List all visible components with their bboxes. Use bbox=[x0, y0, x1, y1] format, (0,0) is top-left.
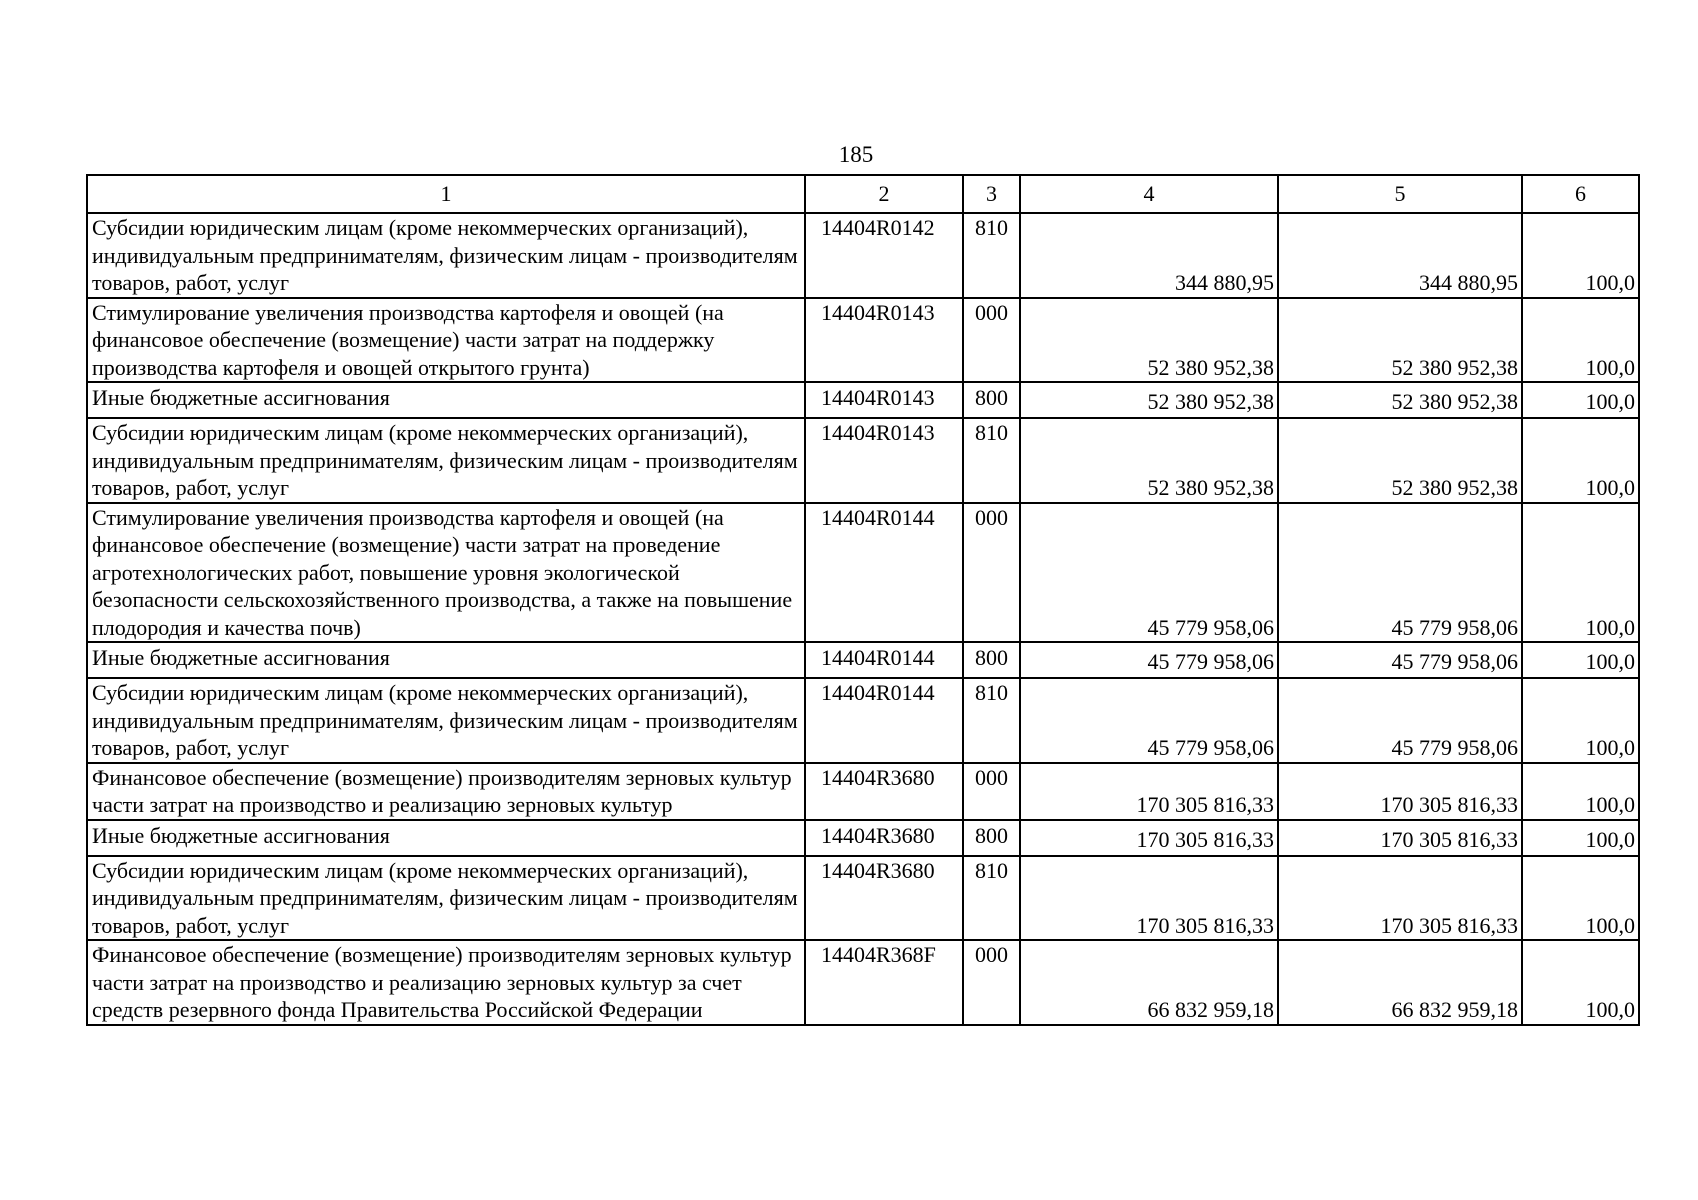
row-type: 800 bbox=[963, 820, 1020, 856]
row-code: 14404R0143 bbox=[805, 418, 963, 503]
row-value-col6: 100,0 bbox=[1522, 940, 1639, 1025]
row-value-col4: 45 779 958,06 bbox=[1020, 503, 1278, 643]
row-type: 000 bbox=[963, 940, 1020, 1025]
row-value-col6: 100,0 bbox=[1522, 298, 1639, 383]
header-col-1: 1 bbox=[87, 175, 805, 213]
row-value-col4: 52 380 952,38 bbox=[1020, 382, 1278, 418]
header-col-2: 2 bbox=[805, 175, 963, 213]
row-value-col5: 170 305 816,33 bbox=[1278, 820, 1522, 856]
page-number: 185 bbox=[838, 142, 874, 167]
row-type: 810 bbox=[963, 678, 1020, 763]
row-code: 14404R0143 bbox=[805, 298, 963, 383]
row-code: 14404R368F bbox=[805, 940, 963, 1025]
table-row bbox=[87, 213, 1639, 298]
row-code: 14404R0144 bbox=[805, 642, 963, 678]
budget-table bbox=[86, 174, 1640, 1026]
row-code: 14404R3680 bbox=[805, 820, 963, 856]
table-row bbox=[87, 382, 1639, 418]
table-row bbox=[87, 820, 1639, 856]
row-name: Стимулирование увеличения производства картофеля и овощей (на финансовое обеспечение (возмещение) части затрат на проведение агротехнологических работ, повышение уровня экологической безопасности сельскохозяйственного производства, а также на повышение плодородия и качества почв) bbox=[87, 503, 805, 643]
header-col-3: 3 bbox=[963, 175, 1020, 213]
row-type: 800 bbox=[963, 642, 1020, 678]
row-value-col4: 52 380 952,38 bbox=[1020, 418, 1278, 503]
row-code: 14404R3680 bbox=[805, 856, 963, 941]
row-name: Субсидии юридическим лицам (кроме некоммерческих организаций), индивидуальным предпринимателям, физическим лицам - производителям товаров, работ, услуг bbox=[87, 213, 805, 298]
row-value-col5: 344 880,95 bbox=[1278, 213, 1522, 298]
row-code: 14404R0143 bbox=[805, 382, 963, 418]
row-name: Финансовое обеспечение (возмещение) производителям зерновых культур части затрат на производство и реализацию зерновых культур за счет средств резервного фонда Правительства Российской Федерации bbox=[87, 940, 805, 1025]
row-value-col4: 66 832 959,18 bbox=[1020, 940, 1278, 1025]
row-value-col4: 344 880,95 bbox=[1020, 213, 1278, 298]
table-row bbox=[87, 642, 1639, 678]
row-value-col5: 66 832 959,18 bbox=[1278, 940, 1522, 1025]
row-code: 14404R0144 bbox=[805, 503, 963, 643]
row-value-col6: 100,0 bbox=[1522, 856, 1639, 941]
row-name: Субсидии юридическим лицам (кроме некоммерческих организаций), индивидуальным предпринимателям, физическим лицам - производителям товаров, работ, услуг bbox=[87, 856, 805, 941]
row-value-col5: 52 380 952,38 bbox=[1278, 382, 1522, 418]
header-col-6: 6 bbox=[1522, 175, 1639, 213]
row-value-col6: 100,0 bbox=[1522, 820, 1639, 856]
row-code: 14404R0144 bbox=[805, 678, 963, 763]
row-type: 800 bbox=[963, 382, 1020, 418]
row-value-col6: 100,0 bbox=[1522, 213, 1639, 298]
table-row bbox=[87, 418, 1639, 503]
row-value-col6: 100,0 bbox=[1522, 642, 1639, 678]
table-row bbox=[87, 940, 1639, 1025]
row-value-col6: 100,0 bbox=[1522, 763, 1639, 820]
row-value-col5: 52 380 952,38 bbox=[1278, 418, 1522, 503]
row-name: Иные бюджетные ассигнования bbox=[87, 642, 805, 678]
row-value-col5: 45 779 958,06 bbox=[1278, 503, 1522, 643]
header-col-4: 4 bbox=[1020, 175, 1278, 213]
row-value-col5: 170 305 816,33 bbox=[1278, 763, 1522, 820]
row-value-col5: 45 779 958,06 bbox=[1278, 678, 1522, 763]
row-name: Иные бюджетные ассигнования bbox=[87, 820, 805, 856]
row-value-col6: 100,0 bbox=[1522, 418, 1639, 503]
row-value-col4: 45 779 958,06 bbox=[1020, 678, 1278, 763]
table-header-row bbox=[87, 175, 1639, 213]
row-type: 810 bbox=[963, 418, 1020, 503]
row-value-col4: 45 779 958,06 bbox=[1020, 642, 1278, 678]
row-value-col6: 100,0 bbox=[1522, 503, 1639, 643]
row-value-col5: 52 380 952,38 bbox=[1278, 298, 1522, 383]
row-value-col5: 170 305 816,33 bbox=[1278, 856, 1522, 941]
row-type: 000 bbox=[963, 298, 1020, 383]
row-value-col6: 100,0 bbox=[1522, 678, 1639, 763]
row-name: Финансовое обеспечение (возмещение) производителям зерновых культур части затрат на производство и реализацию зерновых культур bbox=[87, 763, 805, 820]
table-row bbox=[87, 856, 1639, 941]
row-value-col4: 52 380 952,38 bbox=[1020, 298, 1278, 383]
row-value-col4: 170 305 816,33 bbox=[1020, 820, 1278, 856]
row-type: 000 bbox=[963, 763, 1020, 820]
row-value-col4: 170 305 816,33 bbox=[1020, 856, 1278, 941]
header-col-5: 5 bbox=[1278, 175, 1522, 213]
row-name: Иные бюджетные ассигнования bbox=[87, 382, 805, 418]
row-name: Субсидии юридическим лицам (кроме некоммерческих организаций), индивидуальным предпринимателям, физическим лицам - производителям товаров, работ, услуг bbox=[87, 418, 805, 503]
table-row bbox=[87, 678, 1639, 763]
row-name: Субсидии юридическим лицам (кроме некоммерческих организаций), индивидуальным предпринимателям, физическим лицам - производителям товаров, работ, услуг bbox=[87, 678, 805, 763]
table-row bbox=[87, 763, 1639, 820]
row-name: Стимулирование увеличения производства картофеля и овощей (на финансовое обеспечение (возмещение) части затрат на поддержку производства картофеля и овощей открытого грунта) bbox=[87, 298, 805, 383]
table-row bbox=[87, 503, 1639, 643]
row-value-col4: 170 305 816,33 bbox=[1020, 763, 1278, 820]
row-code: 14404R0142 bbox=[805, 213, 963, 298]
row-type: 000 bbox=[963, 503, 1020, 643]
row-type: 810 bbox=[963, 856, 1020, 941]
row-code: 14404R3680 bbox=[805, 763, 963, 820]
table-row bbox=[87, 298, 1639, 383]
row-value-col5: 45 779 958,06 bbox=[1278, 642, 1522, 678]
row-value-col6: 100,0 bbox=[1522, 382, 1639, 418]
row-type: 810 bbox=[963, 213, 1020, 298]
